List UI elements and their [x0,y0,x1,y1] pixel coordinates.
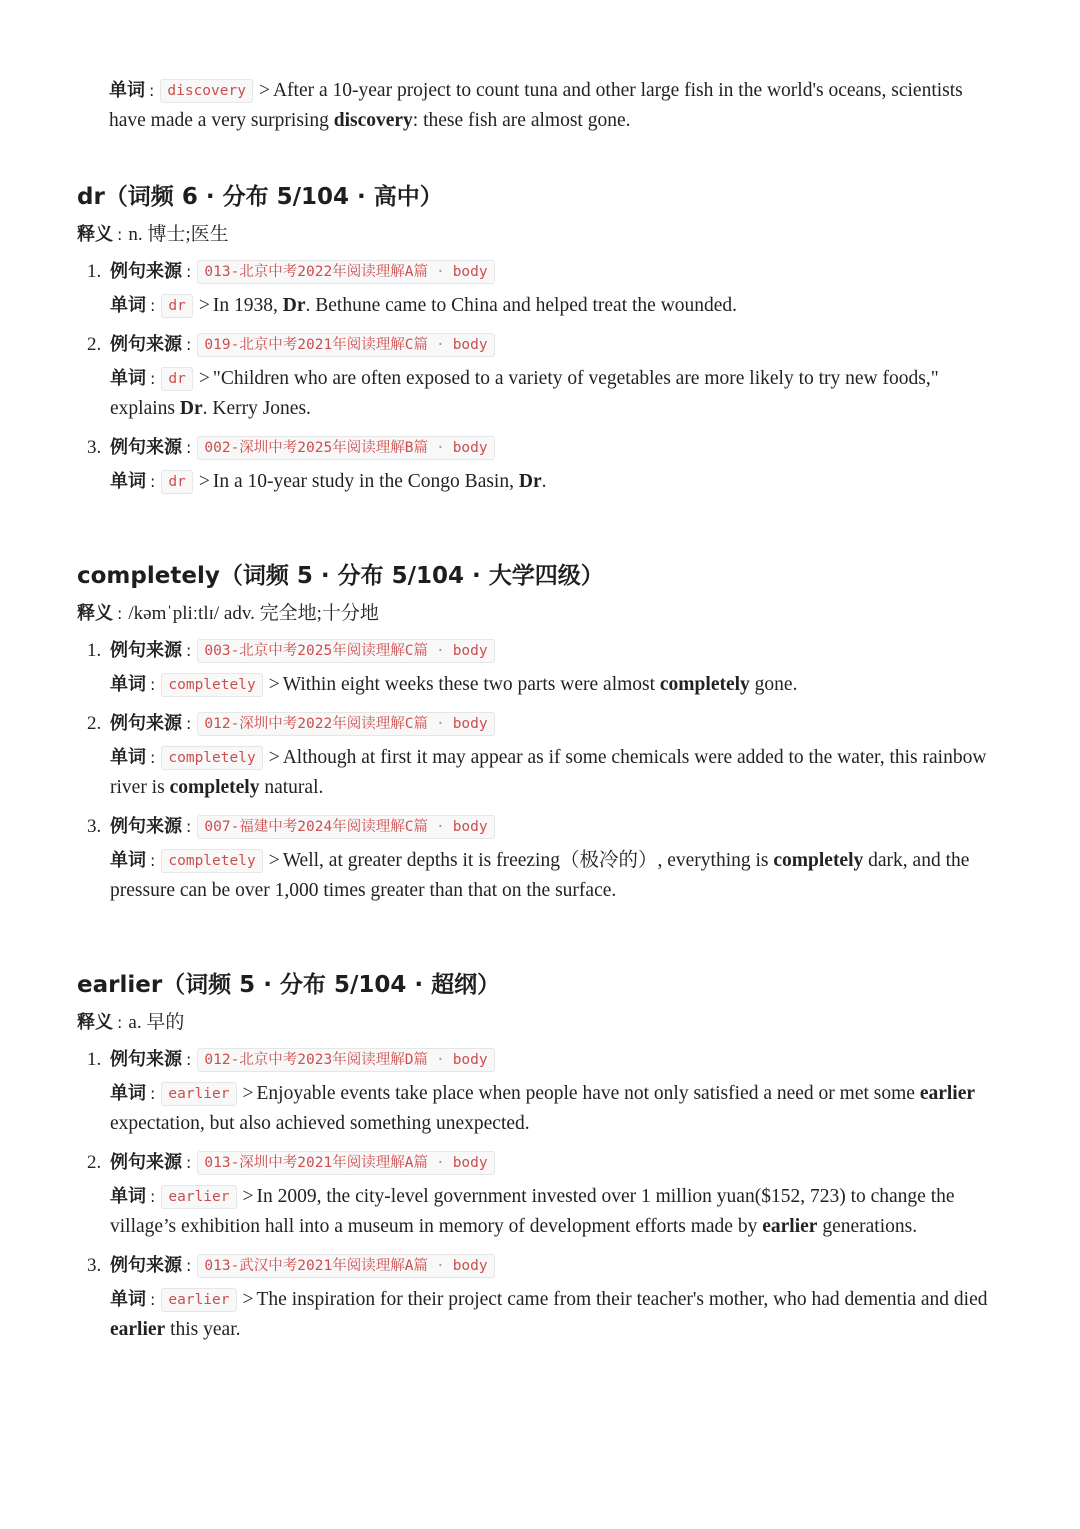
colon: : [186,1256,192,1275]
colon: : [117,604,123,623]
word-entry-completely [77,561,997,906]
arrow: > [268,850,280,871]
source-part: body [452,264,488,280]
source-badge [197,639,494,663]
sentence-keyword: discovery [333,110,413,131]
word-label: 单词 [109,80,145,101]
sentence-post: dark, and the pressure can be over 1,000 times greater than that on the surface. [110,850,970,901]
colon: : [186,641,192,660]
source-part: body [452,1052,488,1068]
word-code: earlier [161,1185,236,1209]
word-code: dr [161,470,192,494]
example-item [77,710,997,803]
colon: : [186,1153,192,1172]
example-number: 1. [87,1049,102,1070]
definition-label: 释义 [77,224,113,245]
colon: : [186,438,192,457]
definition [77,601,997,627]
sentence-post: this year. [165,1319,241,1340]
source-label: 例句来源 [110,437,182,458]
word-label: 单词 [110,1186,146,1207]
sentence-keyword: completely [773,850,864,871]
dot-separator: · [435,1052,445,1068]
word-label: 单词 [110,1083,146,1104]
source-row [77,1046,997,1074]
sentence-pre: In 1938, [212,295,283,316]
source-part: body [452,440,488,456]
sentence-keyword: completely [169,777,260,798]
definition-label: 释义 [77,603,113,624]
source-row [77,637,997,665]
colon: : [150,675,156,694]
dot-separator: · [435,643,445,659]
word-row [77,846,997,906]
definition-text: /kəmˈpliːtlɪ/ adv. 完全地;十分地 [128,603,379,624]
word-row [77,670,997,700]
example-item [77,331,997,424]
word-label: 单词 [110,850,146,871]
colon: : [186,1050,192,1069]
colon: : [117,225,123,244]
sentence-pre: The inspiration for their project came from their teacher's mother, who had dementia and died [256,1289,988,1310]
example-item [77,1252,997,1345]
dot-separator: · [435,1258,445,1274]
entry-heading: earlier（词频 5 · 分布 5/104 · 超纲） [77,972,501,998]
word-row [77,291,997,321]
colon: : [150,369,156,388]
arrow: > [268,747,280,768]
sentence-pre: In 2009, the city-level government invested over 1 million yuan($152, 723) to change the village’s exhibition hall into a museum in memory of development efforts made by [110,1186,955,1237]
source-label: 例句来源 [110,334,182,355]
colon: : [150,296,156,315]
word-code: earlier [161,1288,236,1312]
source-label: 例句来源 [110,1255,182,1276]
example-number: 1. [87,640,102,661]
source-badge [197,1048,494,1072]
source-part: body [452,337,488,353]
example-item [77,258,997,321]
dot-separator: · [435,440,445,456]
sentence-post: natural. [259,777,324,798]
arrow: > [198,471,210,492]
example-item [77,813,997,906]
source-row [77,434,997,462]
colon: : [149,81,155,100]
arrow: > [258,80,270,101]
source-label: 例句来源 [110,816,182,837]
sentence-pre: Within eight weeks these two parts were almost [282,674,660,695]
word-row [77,364,997,424]
source-row [77,1149,997,1177]
word-row [77,1182,997,1242]
example-number: 3. [87,1255,102,1276]
dot-separator: · [435,1155,445,1171]
example-number: 3. [87,816,102,837]
word-row [77,1285,997,1345]
sentence-post: . Kerry Jones. [202,398,311,419]
source-label: 例句来源 [110,713,182,734]
source-row [77,710,997,738]
example-item [77,637,997,700]
sentence-keyword: earlier [110,1319,166,1340]
source-name: 007-福建中考2024年阅读理解C篇 [204,819,428,835]
source-badge [197,712,494,736]
word-code: completely [161,849,262,873]
example-list [77,637,997,906]
definition-label: 释义 [77,1012,113,1033]
sentence-post: expectation, but also achieved something unexpected. [110,1113,530,1134]
source-row [77,1252,997,1280]
example-number: 2. [87,1152,102,1173]
definition [77,1010,997,1036]
source-badge [197,436,494,460]
word-row [77,743,997,803]
example-item [77,434,997,497]
sentence-keyword: completely [659,674,750,695]
word-code: dr [161,294,192,318]
source-name: 003-北京中考2025年阅读理解C篇 [204,643,428,659]
example-number: 2. [87,334,102,355]
sentence-keyword: earlier [762,1216,818,1237]
arrow: > [242,1186,254,1207]
word-entry-earlier [77,970,997,1345]
lead-example [109,76,999,136]
sentence-post: : these fish are almost gone. [412,110,631,131]
word-label: 单词 [110,747,146,768]
source-badge [197,333,494,357]
source-row [77,813,997,841]
sentence-keyword: Dr [518,471,542,492]
arrow: > [242,1289,254,1310]
word-code: completely [161,746,262,770]
example-list [77,1046,997,1345]
colon: : [186,262,192,281]
source-label: 例句来源 [110,1152,182,1173]
source-row [77,258,997,286]
colon: : [150,851,156,870]
sentence-keyword: earlier [919,1083,976,1104]
word-label: 单词 [110,1289,146,1310]
source-row [77,331,997,359]
word-label: 单词 [110,674,146,695]
colon: : [186,335,192,354]
dot-separator: · [435,337,445,353]
sentence-pre: Although at first it may appear as if some chemicals were added to the water, this rainbow river is [110,747,987,798]
colon: : [150,1290,156,1309]
sentence-keyword: Dr [179,398,203,419]
source-name: 012-深圳中考2022年阅读理解C篇 [204,716,428,732]
sentence-pre: Well, at greater depths it is freezing（极冷的）, everything is [282,850,774,871]
source-name: 013-武汉中考2021年阅读理解A篇 [204,1258,428,1274]
source-name: 002-深圳中考2025年阅读理解B篇 [204,440,428,456]
word-code: discovery [160,79,253,103]
source-name: 013-北京中考2022年阅读理解A篇 [204,264,428,280]
source-badge [197,260,494,284]
sentence-post: . Bethune came to China and helped treat the wounded. [305,295,738,316]
example-item [77,1149,997,1242]
definition [77,222,997,248]
source-badge [197,1151,494,1175]
source-part: body [452,643,488,659]
example-number: 3. [87,437,102,458]
source-badge [197,815,494,839]
example-item [77,1046,997,1139]
arrow: > [198,368,210,389]
word-row [77,1079,997,1139]
sentence-pre: "Children who are often exposed to a variety of vegetables are more likely to try new foods," explains [110,368,939,419]
source-part: body [452,716,488,732]
entry-heading: completely（词频 5 · 分布 5/104 · 大学四级） [77,563,604,589]
source-name: 012-北京中考2023年阅读理解D篇 [204,1052,428,1068]
word-label: 单词 [110,471,146,492]
source-label: 例句来源 [110,1049,182,1070]
colon: : [186,714,192,733]
example-list [77,258,997,497]
arrow: > [268,674,280,695]
word-label: 单词 [110,295,146,316]
colon: : [186,817,192,836]
sentence-pre: Enjoyable events take place when people have not only satisfied a need or met some [256,1083,920,1104]
dot-separator: · [435,264,445,280]
dot-separator: · [435,716,445,732]
word-entry-dr [77,182,997,497]
word-code: completely [161,673,262,697]
colon: : [150,1187,156,1206]
example-number: 1. [87,261,102,282]
source-name: 013-深圳中考2021年阅读理解A篇 [204,1155,428,1171]
sentence-pre: After a 10-year project to count tuna and other large fish in the world's oceans, scientists have made a very surprising [109,80,963,131]
dot-separator: · [435,819,445,835]
source-label: 例句来源 [110,261,182,282]
source-part: body [452,1258,488,1274]
source-label: 例句来源 [110,640,182,661]
sentence-keyword: Dr [282,295,306,316]
sentence-post: . [541,471,547,492]
colon: : [150,472,156,491]
arrow: > [198,295,210,316]
definition-text: n. 博士;医生 [128,224,229,245]
source-badge [197,1254,494,1278]
word-code: earlier [161,1082,236,1106]
entry-heading: dr（词频 6 · 分布 5/104 · 高中） [77,184,443,210]
sentence-pre: In a 10-year study in the Congo Basin, [212,471,519,492]
sentence-post: generations. [817,1216,918,1237]
colon: : [150,748,156,767]
word-label: 单词 [110,368,146,389]
source-part: body [452,1155,488,1171]
sentence-post: gone. [749,674,798,695]
arrow: > [242,1083,254,1104]
colon: : [117,1013,123,1032]
colon: : [150,1084,156,1103]
definition-text: a. 早的 [128,1012,185,1033]
example-number: 2. [87,713,102,734]
word-row [77,467,997,497]
source-name: 019-北京中考2021年阅读理解C篇 [204,337,428,353]
word-code: dr [161,367,192,391]
source-part: body [452,819,488,835]
